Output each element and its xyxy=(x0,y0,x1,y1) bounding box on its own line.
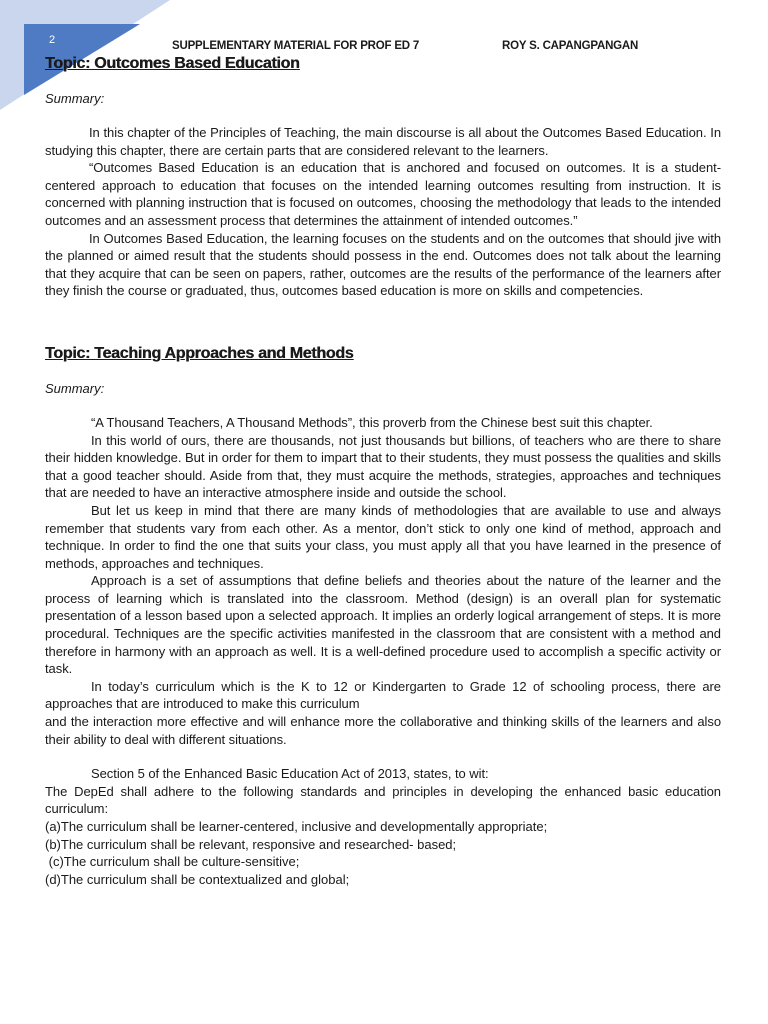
document-body xyxy=(45,54,721,888)
header-course-title: SUPPLEMENTARY MATERIAL FOR PROF ED 7 xyxy=(172,40,420,52)
paragraph: “Outcomes Based Education is an education that is anchored and focused on outcomes. It is a student-centered approach to education that focuses on the intended learning outcomes resulting from instruction. It is concerned with planning instruction that is focused on outcomes, choosing the methodology that leads to the intended outcomes and an assessment process that determines the attainment of intended outcomes.” xyxy=(45,160,721,228)
list-item: (c)The curriculum shall be culture-sensitive; xyxy=(45,854,300,870)
paragraph: Approach is a set of assumptions that define beliefs and theories about the nature of the learner and the process of learning which is translated into the classroom. Method (design) is an overall plan for systematic presentation of a lesson based upon a selected approach. It implies an orderly logical arrangement of steps. It is more procedural. Techniques are the specific activities manifested in the classroom that are consistent with a method and therefore in harmony with an approach as well. It is a well-defined procedure used to accomplish a specific activity or task. xyxy=(45,573,721,677)
deped-statement: The DepEd shall adhere to the following standards and principles in developing the enhanced basic education curriculum: xyxy=(45,783,721,817)
paragraph: In this chapter of the Principles of Teaching, the main discourse is all about the Outcomes Based Education. In studying this chapter, there are certain parts that are considered relevant to the learners. xyxy=(45,125,721,158)
paragraph: and the interaction more effective and will enhance more the collaborative and thinking skills of the learners and also their ability to deal with different situations. xyxy=(45,714,721,747)
topic-heading-approaches: Topic: Teaching Approaches and Methods xyxy=(45,344,354,362)
list-item: (a)The curriculum shall be learner-centered, inclusive and developmentally appropriate; xyxy=(45,819,548,834)
list-item: (b)The curriculum shall be relevant, responsive and researched- based; xyxy=(45,836,457,852)
page-number: 2 xyxy=(49,34,56,46)
topic-heading-outcomes: Topic: Outcomes Based Education xyxy=(45,55,300,72)
paragraph: In Outcomes Based Education, the learning focuses on the students and on the outcomes that should jive with the planned or aimed result that the students should possess in the end. Outcomes does not talk about the learning that they acquire that can be seen on papers, rather, outcomes are the results of the performance of the learners after they finish the course or graduated, thus, outcomes based education is more on skills and competencies. xyxy=(45,230,721,299)
section5-intro: Section 5 of the Enhanced Basic Education Act of 2013, states, to wit: xyxy=(91,766,489,782)
list-item: (d)The curriculum shall be contextualized and global; xyxy=(45,871,350,887)
header-author: ROY S. CAPANGPANGAN xyxy=(502,40,639,52)
paragraph: In today’s curriculum which is the K to 12 or Kindergarten to Grade 12 of schooling process, there are approaches that are introduced to make this curriculum xyxy=(45,678,721,712)
paragraph: But let us keep in mind that there are many kinds of methodologies that are available to use and always remember that students vary from each other. As a mentor, don’t stick to only one kind of method, approach and technique. In order to find the one that suits your class, you must apply all that you have learned in the presence of methods, approaches and techniques. xyxy=(45,502,721,571)
paragraph: “A Thousand Teachers, A Thousand Methods”, this proverb from the Chinese best suit this chapter. xyxy=(91,414,653,430)
summary-label: Summary: xyxy=(45,91,105,106)
paragraph: In this world of ours, there are thousands, not just thousands but billions, of teachers who are there to share their hidden knowledge. But in order for them to impart that to their students, they must possess the qualities and skills that a good teacher should. Aside from that, they must acquire the methods, strategies, approaches and techniques that are needed to have an interactive atmosphere inside and outside the school. xyxy=(45,432,721,501)
summary-label: Summary: xyxy=(45,380,105,396)
